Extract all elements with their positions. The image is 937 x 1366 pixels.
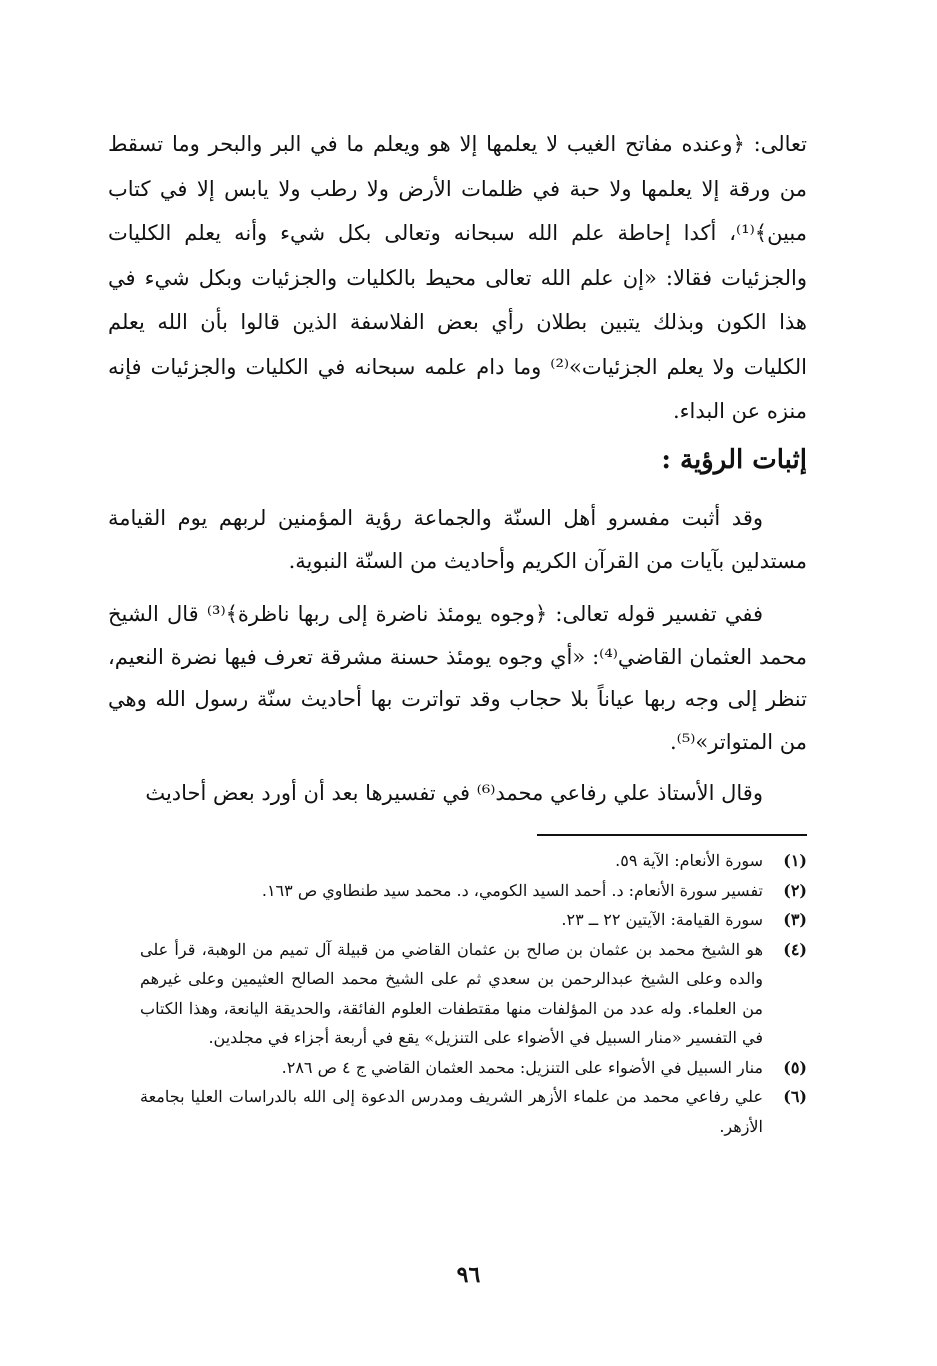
footnote-item [140,1053,807,1083]
paragraph-2: وقد أثبت مفسرو أهل السنّة والجماعة رؤية المؤمنين لربهم يوم القيامة مستدلين بآيات من القرآن الكريم وأحاديث من السنّة النبوية. [108,506,807,573]
main-text [108,122,807,434]
page-number: ٩٦ [456,1262,481,1288]
footnote-item [140,935,807,1053]
section-heading: إثبات الرؤية : [661,445,807,475]
footnote-separator [537,834,807,836]
footnote-text: سورة الأنعام: الآية ٥٩. [615,851,763,870]
footnote-item [140,905,807,935]
footnote-text: سورة القيامة: الآيتين ٢٢ ــ ٢٣. [561,910,763,929]
footnote-number: (٦) [783,1087,807,1106]
footnote-number: (٣) [783,910,807,929]
main-text-3 [108,593,807,763]
footnote-item [140,846,807,876]
paragraph-1: تعالى: ﴿وعنده مفاتح الغيب لا يعلمها إلا هو ويعلم ما في البر والبحر وما تسقط من ورقة إلا يعلمها ولا حبة في ظلمات الأرض ولا رطب ولا يابس إلا في كتاب مبين﴾⁽¹⁾، أكدا إحاطة علم الله سبحانه وتعالى بكل شيء وأنه يعلم الكليات والجزئيات فقالا: «إن علم الله تعالى محيط بالكليات والجزئيات وبكل شيء في هذا الكون وبذلك يتبين بطلان رأي بعض الفلاسفة الذين قالوا بأن الله يعلم الكليات ولا يعلم الجزئيات»⁽²⁾ وما دام علمه سبحانه في الكليات والجزئيات فإنه منزه عن البداء. [108,132,807,423]
footnote-text: تفسير سورة الأنعام: د. أحمد السيد الكومي، د. محمد سيد طنطاوي ص ١٦٣. [261,880,763,900]
footnote-text: علي رفاعي محمد من علماء الأزهر الشريف ومدرس الدعوة إلى الله بالدراسات العليا بجامعة الأزهر. [140,1087,763,1136]
footnote-text: هو الشيخ محمد بن عثمان بن صالح بن عثمان القاضي من قبيلة آل تميم من الوهبة، قرأ على والده وعلى الشيخ عبدالرحمن بن سعدي ثم على الشيخ محمد الصالح العثيمين وعلى غيرهم من العلماء. وله عدد من المؤلفات منها مقتطفات العلوم الفائقة، والحديقة اليانعة، وهذا الكتاب في التفسير «منار السبيل في الأضواء على التنزيل» يقع في أربعة أجزاء في مجلدين. [140,939,764,1047]
footnote-number: (٥) [783,1057,807,1077]
paragraph-3: ففي تفسير قوله تعالى: ﴿وجوه يومئذ ناضرة إلى ربها ناظرة﴾⁽³⁾ قال الشيخ محمد العثمان القاضي⁽⁴⁾: «أي وجوه يومئذ حسنة مشرقة تعرف فيها نضرة النعيم، تنظر إلى وجه ربها عياناً بلا حجاب وقد تواترت بها أحاديث سنّة رسول الله وهي من المتواتر»⁽⁵⁾. [108,602,807,754]
main-text-2 [108,497,807,583]
paragraph-4: وقال الأستاذ علي رفاعي محمد⁽⁶⁾ في تفسيرها بعد أن أورد بعض أحاديث [145,781,763,805]
main-text-4 [108,772,807,815]
footnote-item [140,876,807,906]
footnote-text: منار السبيل في الأضواء على التنزيل: محمد العثمان القاضي ج ٤ ص ٢٨٦. [281,1057,763,1077]
footnote-item [140,1082,807,1141]
footnotes [140,846,807,1141]
footnote-number: (٢) [783,880,807,900]
footnote-number: (١) [783,851,807,870]
footnote-number: (٤) [783,939,807,959]
